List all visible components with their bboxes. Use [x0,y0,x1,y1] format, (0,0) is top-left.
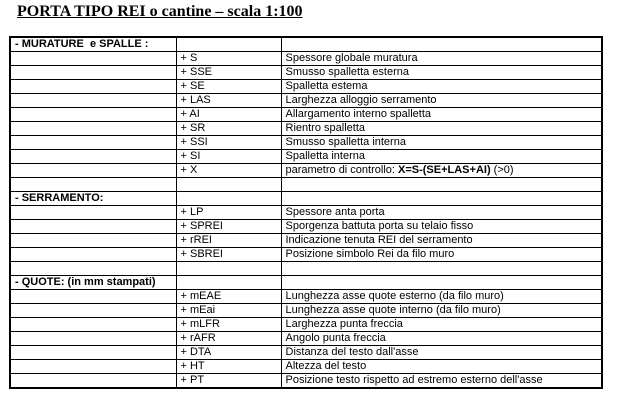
param-row-sprei [10,220,602,234]
empty-cell [281,37,602,52]
empty-cell [10,178,176,192]
param-desc-cell: Posizione testo rispetto ad estremo esterno dell'asse [281,374,602,389]
param-desc-cell: Allargamento interno spalletta [281,108,602,122]
empty-row [10,178,602,192]
empty-cell [176,262,281,276]
param-desc-cell: Rientro spalletta [281,122,602,136]
control-formula-prefix: parametro di controllo: [285,164,398,176]
param-desc-cell: Spalletta estema [281,80,602,94]
param-row-si [10,150,602,164]
empty-cell [281,276,602,290]
empty-cell [10,374,176,389]
empty-cell [10,220,176,234]
section-label-cell: - MURATURE e SPALLE : [10,37,176,52]
param-desc-cell: Spessore anta porta [281,206,602,220]
param-row-las [10,94,602,108]
param-row-ai [10,108,602,122]
param-desc-cell: Distanza del testo dall'asse [281,346,602,360]
empty-cell [10,66,176,80]
empty-cell [281,178,602,192]
control-formula-suffix: (>0) [490,164,514,176]
param-code-cell: + SE [176,80,281,94]
param-desc-cell: Larghezza alloggio serramento [281,94,602,108]
param-code-cell: + mEai [176,304,281,318]
empty-cell [176,192,281,206]
param-row-rafr [10,332,602,346]
section-row-serramento [10,192,602,206]
param-desc-cell: Spalletta interna [281,150,602,164]
empty-cell [10,262,176,276]
param-row-sbrei [10,248,602,262]
empty-cell [10,150,176,164]
empty-cell [10,346,176,360]
param-row-ssi [10,136,602,150]
param-row-rrei [10,234,602,248]
param-row-x [10,164,602,178]
param-code-cell: + SR [176,122,281,136]
empty-cell [10,52,176,66]
empty-cell [10,80,176,94]
param-code-cell: + mLFR [176,318,281,332]
param-code-cell: + rREI [176,234,281,248]
empty-cell [10,332,176,346]
param-code-cell: + SSI [176,136,281,150]
empty-cell [281,192,602,206]
empty-cell [10,290,176,304]
empty-cell [176,178,281,192]
document-title: PORTA TIPO REI o cantine – scala 1:100 [17,3,303,20]
param-code-cell: + SSE [176,66,281,80]
param-code-cell: + DTA [176,346,281,360]
empty-cell [10,304,176,318]
param-desc-cell: Altezza del testo [281,360,602,374]
param-code-cell: + HT [176,360,281,374]
empty-cell [281,262,602,276]
section-row-murature [10,37,602,52]
section-row-quote [10,276,602,290]
empty-cell [10,234,176,248]
param-code-cell: + LP [176,206,281,220]
control-formula: X=S-(SE+LAS+AI) [398,164,491,176]
empty-cell [10,94,176,108]
param-desc-cell: Lunghezza asse quote esterno (da filo muro) [281,290,602,304]
param-desc-cell: Smusso spalletta interna [281,136,602,150]
param-desc-cell: Smusso spalletta esterna [281,66,602,80]
param-row-meae [10,290,602,304]
empty-cell [10,108,176,122]
param-row-se [10,80,602,94]
param-code-cell: + rAFR [176,332,281,346]
param-code-cell: + PT [176,374,281,389]
param-desc-cell: Sporgenza battuta porta su telaio fisso [281,220,602,234]
param-code-cell: + AI [176,108,281,122]
empty-cell [10,164,176,178]
param-row-mlfr [10,318,602,332]
empty-cell [10,206,176,220]
param-desc-cell: Angolo punta freccia [281,332,602,346]
empty-cell [176,37,281,52]
empty-cell [10,136,176,150]
param-row-lp [10,206,602,220]
empty-cell [10,318,176,332]
section-label-cell: - QUOTE: (in mm stampati) [10,276,176,290]
empty-cell [10,248,176,262]
param-row-dta [10,346,602,360]
param-row-ht [10,360,602,374]
param-code-cell: + mEAE [176,290,281,304]
param-desc-cell: Larghezza punta freccia [281,318,602,332]
empty-cell [10,122,176,136]
param-code-cell: + SPREI [176,220,281,234]
empty-row [10,262,602,276]
section-label-cell: - SERRAMENTO: [10,192,176,206]
param-code-cell: + SBREI [176,248,281,262]
param-code-cell: + S [176,52,281,66]
parameters-table [9,36,603,389]
param-desc-cell: Posizione simbolo Rei da filo muro [281,248,602,262]
param-desc-cell: Spessore globale muratura [281,52,602,66]
param-row-s [10,52,602,66]
param-row-meai [10,304,602,318]
param-row-sr [10,122,602,136]
param-code-cell: + X [176,164,281,178]
param-row-pt [10,374,602,389]
param-desc-cell: Lunghezza asse quote interno (da filo muro) [281,304,602,318]
empty-cell [176,276,281,290]
param-desc-cell: Indicazione tenuta REI del serramento [281,234,602,248]
param-code-cell: + SI [176,150,281,164]
param-desc-cell [281,164,602,178]
empty-cell [10,360,176,374]
param-code-cell: + LAS [176,94,281,108]
param-row-sse [10,66,602,80]
